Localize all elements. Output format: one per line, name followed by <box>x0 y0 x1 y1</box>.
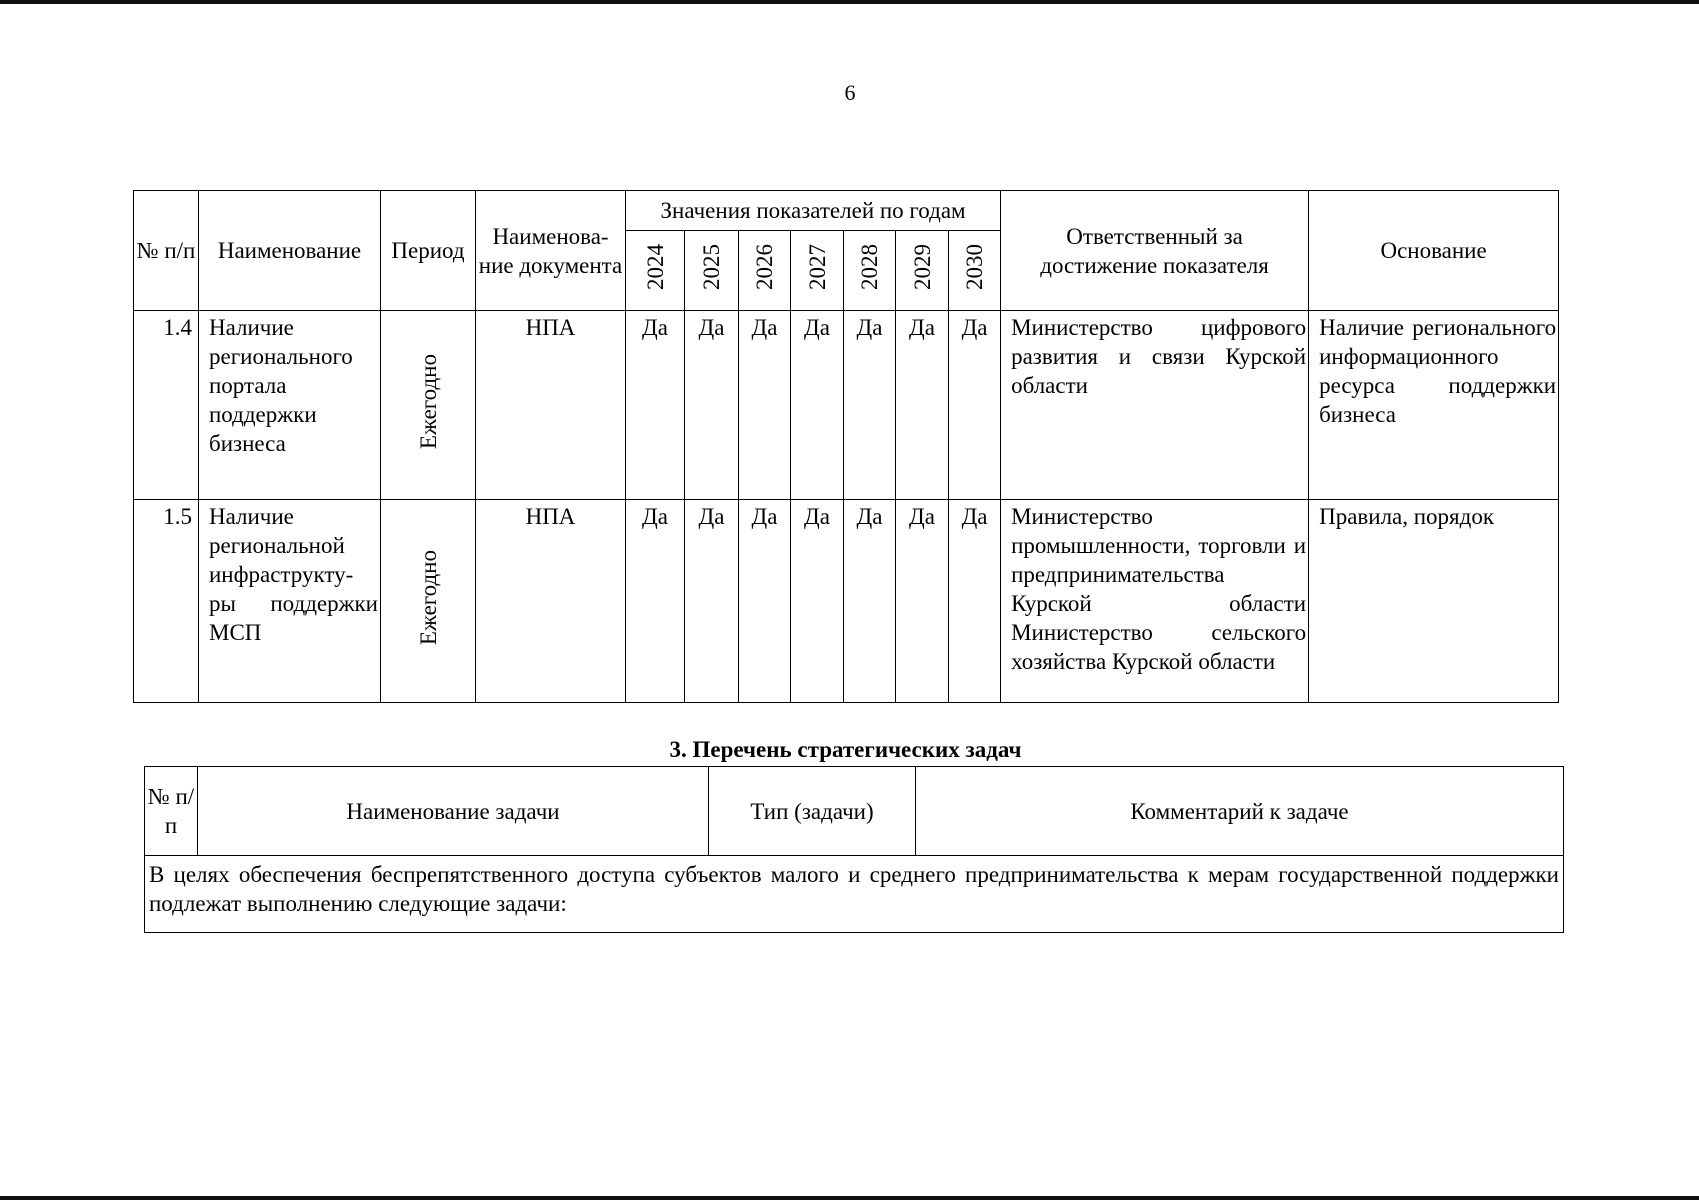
row-value: Да <box>685 500 739 703</box>
header-document: Наименова-ние документа <box>476 191 626 311</box>
row-value: Да <box>739 500 791 703</box>
row-document: НПА <box>476 311 626 500</box>
tasks-header-type: Тип (задачи) <box>709 767 916 856</box>
row-value: Да <box>791 500 844 703</box>
header-year: 2028 <box>844 231 896 311</box>
row-value: Да <box>739 311 791 500</box>
row-value: Да <box>791 311 844 500</box>
row-period: Ежегодно <box>381 500 476 703</box>
tasks-header-num: № п/п <box>145 767 198 856</box>
row-value: Да <box>844 311 896 500</box>
row-value: Да <box>844 500 896 703</box>
row-period: Ежегодно <box>381 311 476 500</box>
row-document: НПА <box>476 500 626 703</box>
row-value: Да <box>626 500 685 703</box>
row-responsible: Министерство цифрового развития и связи Курской области <box>1001 311 1309 500</box>
header-year: 2030 <box>949 231 1001 311</box>
row-num: 1.4 <box>134 311 199 500</box>
row-value: Да <box>949 500 1001 703</box>
header-name: Наименование <box>199 191 381 311</box>
tasks-header-name: Наименование задачи <box>198 767 709 856</box>
header-num: № п/п <box>134 191 199 311</box>
row-name: Наличие региональной инфраструкту-ры поддержки МСП <box>199 500 381 703</box>
header-year: 2024 <box>626 231 685 311</box>
section-title: 3. Перечень стратегических задач <box>669 737 1022 762</box>
page-number: 6 <box>844 80 856 105</box>
row-value: Да <box>896 311 949 500</box>
header-values-by-year: Значения показателей по годам <box>626 191 1001 231</box>
scan-edge-top <box>0 0 1699 4</box>
tasks-table <box>144 766 1564 933</box>
table-row <box>134 311 1559 500</box>
row-value: Да <box>685 311 739 500</box>
table-row <box>145 856 1564 933</box>
header-year: 2027 <box>791 231 844 311</box>
header-year: 2029 <box>896 231 949 311</box>
header-period: Период <box>381 191 476 311</box>
indicators-table <box>133 190 1559 703</box>
row-value: Да <box>896 500 949 703</box>
header-year: 2026 <box>739 231 791 311</box>
row-basis: Правила, порядок <box>1309 500 1559 703</box>
tasks-intro-text: В целях обеспечения беспрепятственного доступа субъектов малого и среднего предпринимательства к мерам государственной поддержки подлежат выполнению следующие задачи: <box>145 856 1564 933</box>
header-basis: Основание <box>1309 191 1559 311</box>
table-row <box>134 500 1559 703</box>
row-responsible: Министерство промышленности, торговли и предпринимательства Курской области Министерство сельского хозяйства Курской области <box>1001 500 1309 703</box>
header-responsible: Ответственный за достижение показателя <box>1001 191 1309 311</box>
row-value: Да <box>626 311 685 500</box>
row-value: Да <box>949 311 1001 500</box>
scan-edge-bottom <box>0 1196 1699 1200</box>
tasks-header-comment: Комментарий к задаче <box>916 767 1564 856</box>
header-year: 2025 <box>685 231 739 311</box>
row-name: Наличие регионального портала поддержки бизнеса <box>199 311 381 500</box>
row-num: 1.5 <box>134 500 199 703</box>
row-basis: Наличие регионального информационного ресурса поддержки бизнеса <box>1309 311 1559 500</box>
